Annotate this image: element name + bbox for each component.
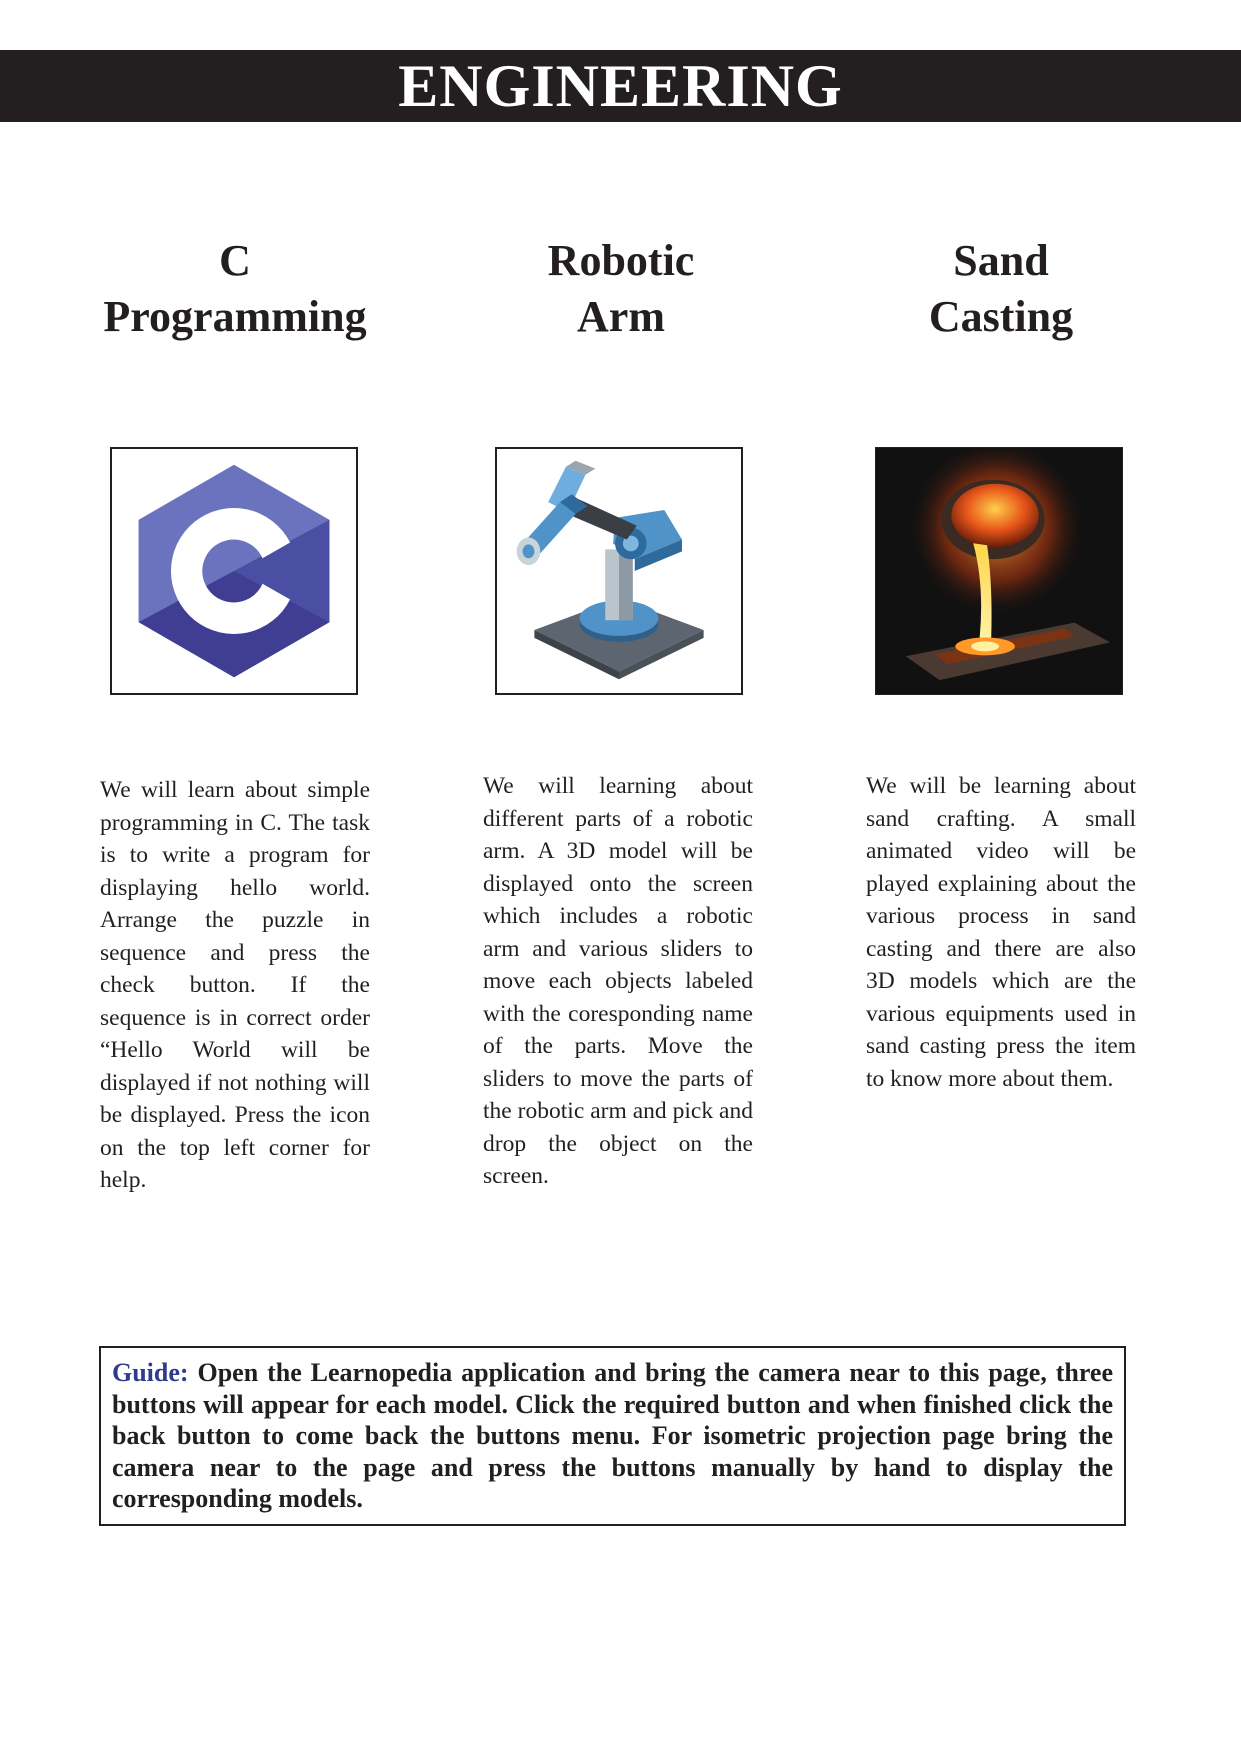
column-title-robotic-arm [451, 233, 791, 345]
guide-label: Guide: [112, 1358, 189, 1387]
column-title-line: Arm [577, 292, 665, 341]
column-title-line: Sand [953, 236, 1049, 285]
molten-metal-pouring-photo [876, 448, 1122, 694]
description-c-programming: We will learn about simple programming in C. The task is to write a program for displaying hello world. Arrange the puzzle in sequence and press the check button. If the sequence is in correct order “Hello World will be displayed if not nothing will be displayed. Press the icon on the top left corner for help. [100, 777, 370, 1193]
column-title-line: Casting [928, 292, 1074, 341]
c-language-logo-card [110, 447, 358, 695]
guide-box [99, 1346, 1126, 1526]
column-title-line: C [219, 236, 251, 285]
c-language-logo-icon [112, 449, 356, 693]
header-banner [0, 50, 1241, 122]
page-title: ENGINEERING [398, 53, 843, 119]
column-title-line: Programming [103, 292, 367, 341]
robotic-arm-icon [497, 449, 741, 693]
column-title-c-programming [65, 233, 405, 345]
guide-text: Open the Learnopedia application and bring the camera near to this page, three buttons will appear for each model. Click the required button and when finished click the back button to come back the buttons menu. For isometric projection page bring the camera near to the page and press the buttons manually by hand to display the corresponding models. [112, 1358, 1113, 1513]
column-title-line: Robotic [547, 236, 695, 285]
column-title-sand-casting [831, 233, 1171, 345]
sand-casting-photo-card [875, 447, 1123, 695]
robotic-arm-card [495, 447, 743, 695]
description-robotic-arm: We will learning about different parts of a robotic arm. A 3D model will be displayed onto the screen which includes a robotic arm and various sliders to move each objects labeled with the coresponding name of the parts. Move the sliders to move the parts of the robotic arm and pick and drop the object on the screen. [483, 773, 753, 1189]
description-sand-casting: We will be learning about sand crafting. A small animated video will be played explaining about the various process in sand casting and there are also 3D models which are the various equipments used in sand casting press the item to know more about them. [866, 773, 1136, 1092]
